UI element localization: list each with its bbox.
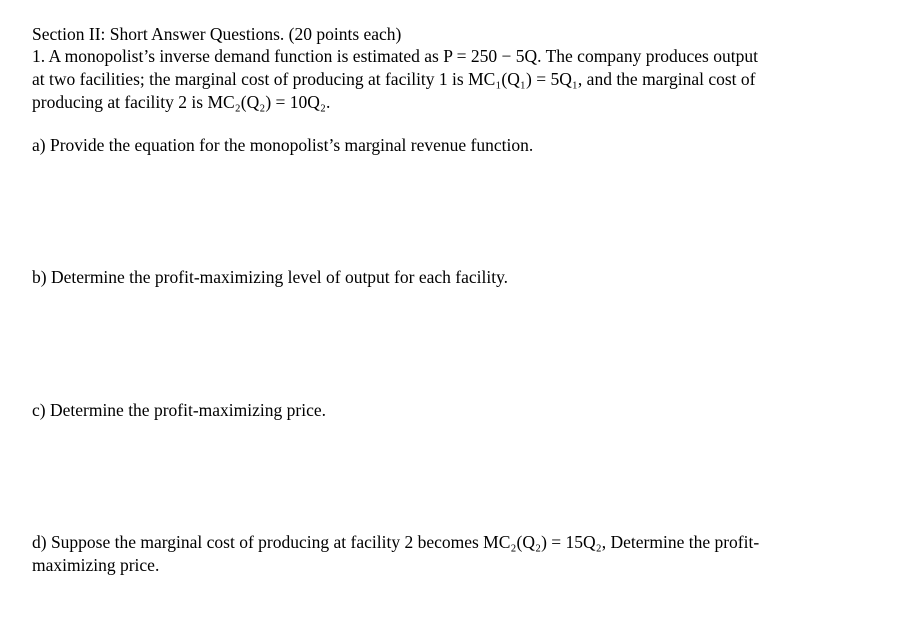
question-1-line-3: producing at facility 2 is MC₂(Q₂) = 10Q₂. <box>32 92 331 112</box>
question-1-line-2: at two facilities; the marginal cost of producing at facility 1 is MC₁(Q₁) = 5Q₁, and the marginal cost of <box>32 69 756 89</box>
part-b-prompt: b) Determine the profit-maximizing level of output for each facility. <box>32 267 509 287</box>
part-c-prompt: c) Determine the profit-maximizing price. <box>32 400 326 420</box>
part-a-prompt: a) Provide the equation for the monopolist’s marginal revenue function. <box>32 135 534 155</box>
part-d-prompt-line-1: d) Suppose the marginal cost of producing at facility 2 becomes MC₂(Q₂) = 15Q₂, Determine the profit- <box>32 532 760 552</box>
part-d-prompt-line-2: maximizing price. <box>32 555 160 575</box>
section-heading: Section II: Short Answer Questions. (20 points each) <box>32 24 402 44</box>
question-1-line-1: 1. A monopolist’s inverse demand function is estimated as P = 250 − 5Q. The company produces output <box>32 46 758 66</box>
